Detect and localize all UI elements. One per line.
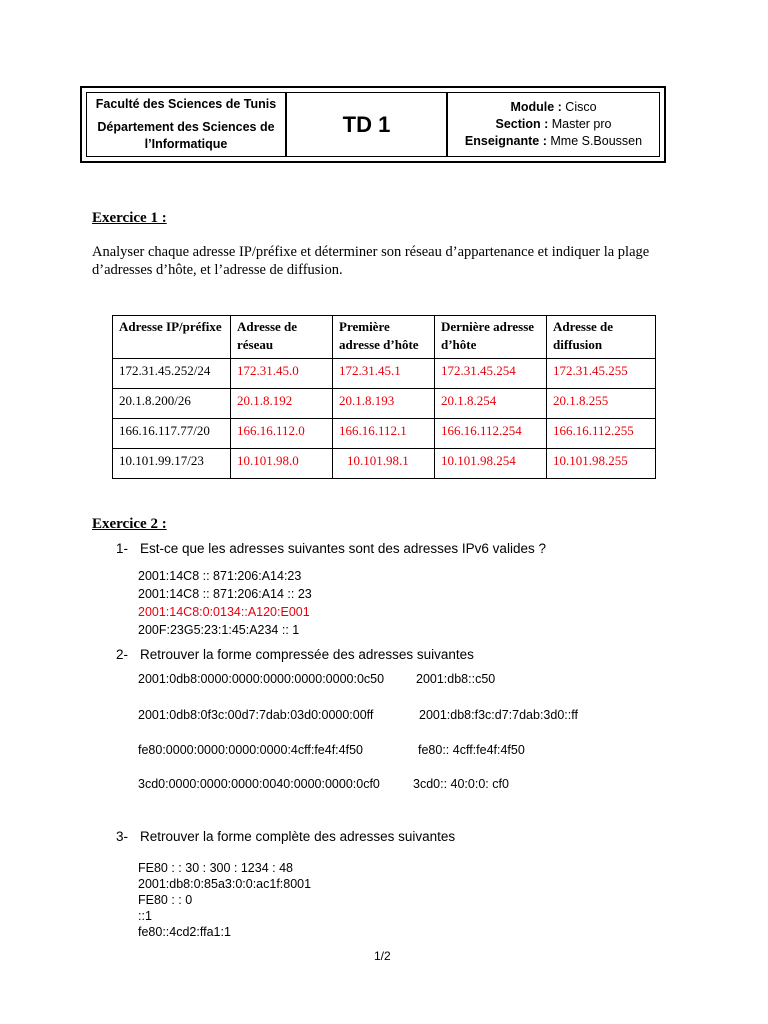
table-cell: 10.101.98.0 xyxy=(231,449,333,479)
table-cell: 172.31.45.252/24 xyxy=(113,359,231,389)
compressed-address: 2001:db8::c50 xyxy=(416,672,496,686)
table-cell: 172.31.45.255 xyxy=(547,359,656,389)
table-cell: 172.31.45.0 xyxy=(231,359,333,389)
table-cell: 172.31.45.254 xyxy=(435,359,547,389)
compression-pair xyxy=(138,743,525,757)
expansion-list xyxy=(138,860,311,940)
table-cell: 166.16.112.255 xyxy=(547,419,656,449)
column-header: Dernière adresse d’hôte xyxy=(435,316,547,359)
section-line: Section : Master pro xyxy=(495,117,612,131)
compression-pair xyxy=(138,708,578,722)
full-address: fe80:0000:0000:0000:0000:4cff:fe4f:4f50 xyxy=(138,743,363,757)
table-cell: 20.1.8.193 xyxy=(333,389,435,419)
table-row xyxy=(113,449,656,479)
exercise-2-title: Exercice 2 : xyxy=(92,516,167,532)
institution-cell xyxy=(87,93,287,156)
question-number: 3- xyxy=(116,829,129,844)
table-cell: 20.1.8.254 xyxy=(435,389,547,419)
table-cell: 10.101.98.255 xyxy=(547,449,656,479)
address-line: FE80 : : 0 xyxy=(138,893,193,907)
table-cell: 10.101.99.17/23 xyxy=(113,449,231,479)
full-address: 2001:0db8:0000:0000:0000:0000:0000:0c50 xyxy=(138,672,385,686)
address-line: 2001:14C8 :: 871:206:A14:23 xyxy=(138,569,302,583)
address-line: 2001:db8:0:85a3:0:0:ac1f:8001 xyxy=(138,877,312,891)
page-number: 1/2 xyxy=(374,949,391,963)
compressed-address: fe80:: 4cff:fe4f:4f50 xyxy=(418,743,525,757)
address-line: 2001:14C8 :: 871:206:A14 :: 23 xyxy=(138,587,312,601)
table-row xyxy=(113,359,656,389)
full-address: 2001:0db8:0f3c:00d7:7dab:03d0:0000:00ff xyxy=(138,708,374,722)
table-row xyxy=(113,419,656,449)
column-header: Adresse de diffusion xyxy=(547,316,656,359)
td-title: TD 1 xyxy=(287,93,448,156)
teacher-line: Enseignante : Mme S.Boussen xyxy=(464,134,643,148)
table-cell: 166.16.112.254 xyxy=(435,419,547,449)
header-box xyxy=(80,86,666,163)
table-cell: 20.1.8.192 xyxy=(231,389,333,419)
table-row xyxy=(113,389,656,419)
compression-pair xyxy=(138,777,509,791)
question-2 xyxy=(116,647,474,662)
compressed-address: 2001:db8:f3c:d7:7dab:3d0::ff xyxy=(419,708,578,722)
column-header: Première adresse d’hôte xyxy=(333,316,435,359)
address-line: FE80 : : 30 : 300 : 1234 : 48 xyxy=(138,861,293,875)
table-cell: 166.16.117.77/20 xyxy=(113,419,231,449)
question-number: 2- xyxy=(116,647,129,662)
question-1 xyxy=(116,541,546,556)
question-text: Est-ce que les adresses suivantes sont des adresses IPv6 valides ? xyxy=(140,541,546,556)
address-line: ::1 xyxy=(138,909,152,923)
exercise-1-title: Exercice 1 : xyxy=(92,210,167,226)
address-line-valid: 2001:14C8:0:0134::A120:E001 xyxy=(138,605,310,619)
compressed-address: 3cd0:: 40:0:0: cf0 xyxy=(413,777,509,791)
table-cell: 172.31.45.1 xyxy=(333,359,435,389)
address-line: fe80::4cd2:ffa1:1 xyxy=(138,925,231,939)
column-header: Adresse IP/préfixe xyxy=(113,316,231,359)
full-address: 3cd0:0000:0000:0000:0040:0000:0000:0cf0 xyxy=(138,777,380,791)
table-cell: 10.101.98.254 xyxy=(435,449,547,479)
question-text: Retrouver la forme complète des adresses suivantes xyxy=(140,829,456,844)
table-cell: 20.1.8.200/26 xyxy=(113,389,231,419)
course-info-cell xyxy=(448,93,659,156)
column-header: Adresse de réseau xyxy=(231,316,333,359)
table-cell: 20.1.8.255 xyxy=(547,389,656,419)
table-cell: 166.16.112.0 xyxy=(231,419,333,449)
compression-pair xyxy=(138,672,496,686)
table-cell: 10.101.98.1 xyxy=(333,449,435,479)
module-line: Module : Cisco xyxy=(510,100,597,114)
question-text: Retrouver la forme compressée des adresses suivantes xyxy=(140,647,474,662)
question-number: 1- xyxy=(116,541,129,556)
department-name: Département des Sciences de l’Informatique xyxy=(97,120,275,151)
faculty-name: Faculté des Sciences de Tunis xyxy=(95,97,277,111)
table-cell: 166.16.112.1 xyxy=(333,419,435,449)
table-header-row xyxy=(113,316,656,359)
question-3 xyxy=(116,829,455,844)
ip-table xyxy=(112,315,656,479)
exercise-1-instructions: Analyser chaque adresse IP/préfixe et déterminer son réseau d’appartenance et indiquer la plage d’adresses d’hôte, et l’adresse de diffusion. xyxy=(92,244,650,278)
address-line: 200F:23G5:23:1:45:A234 :: 1 xyxy=(138,623,300,637)
ipv6-candidate-list xyxy=(138,567,312,639)
